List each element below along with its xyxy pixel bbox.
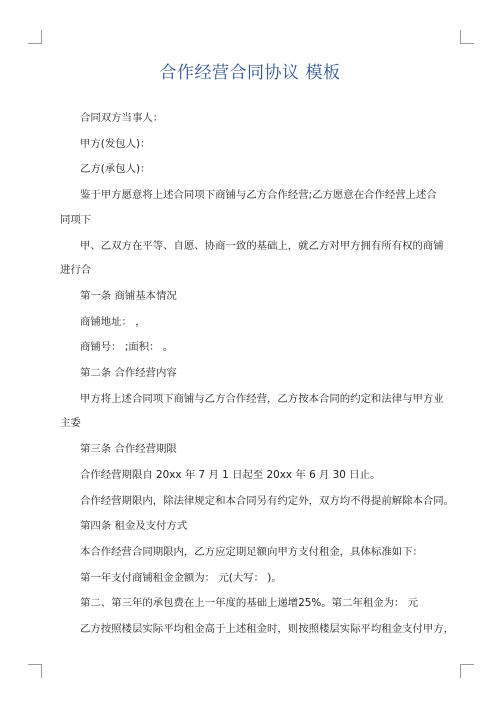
paragraph-article-2-heading: 第二条 合作经营内容: [80, 367, 177, 380]
document-title: 合作经营合同协议 模板: [159, 63, 341, 83]
crop-mark-bottom-left: [28, 664, 42, 678]
paragraph-rent-standard: 本合作经营合同期限内，乙方应定期足额向甲方支付租金，具体标准如下：: [80, 546, 423, 559]
paragraph-first-year-rent: 第一年支付商铺租金金额为： 元(大写： )。: [80, 571, 282, 584]
paragraph-rent-increase: 第二、第三年的承包费在上一年度的基础上递增25%。第二年租金为： 元: [80, 597, 419, 610]
crop-mark-top-right: [460, 30, 474, 44]
paragraph-cooperation-content: 甲方将上述合同项下商铺与乙方合作经营，乙方按本合同的约定和法律与甲方业主委: [60, 392, 444, 430]
paragraph-party-b: 乙方(承包人)：: [80, 163, 151, 176]
paragraph-whereas: 鉴于甲方愿意将上述合同项下商铺与乙方合作经营;乙方愿意在合作经营上述合同项下: [60, 189, 437, 226]
paragraph-article-3-heading: 第三条 合作经营期限: [80, 443, 177, 456]
paragraph-basis: 甲、乙双方在平等、自愿、协商一致的基础上，就乙方对甲方拥有所有权的商铺进行合: [60, 239, 444, 277]
paragraph-party-a: 甲方(发包人)：: [80, 137, 151, 150]
paragraph-article-4-heading: 第四条 租金及支付方式: [80, 520, 188, 533]
paragraph-shop-number: 商铺号： ;面积： 。: [80, 341, 174, 354]
paragraph-rent-adjustment: 乙方按照楼层实际平均租金高于上述租金时，则按照楼层实际平均租金支付甲方，: [80, 623, 455, 636]
paragraph-article-1-heading: 第一条 商铺基本情况: [80, 290, 177, 303]
paragraph-no-early-termination: 合作经营期限内，除法律规定和本合同另有约定外，双方均不得提前解除本合同。: [80, 494, 455, 507]
crop-mark-top-left: [28, 30, 42, 44]
paragraph-term-dates: 合作经营期限自 20xx 年 7 月 1 日起至 20xx 年 6 月 30 日止。: [80, 469, 381, 481]
paragraph-parties: 合同双方当事人：: [80, 112, 164, 124]
crop-mark-bottom-right: [460, 664, 474, 678]
document-body: [60, 111, 455, 648]
paragraph-shop-address: 商铺地址： ，: [80, 315, 146, 328]
